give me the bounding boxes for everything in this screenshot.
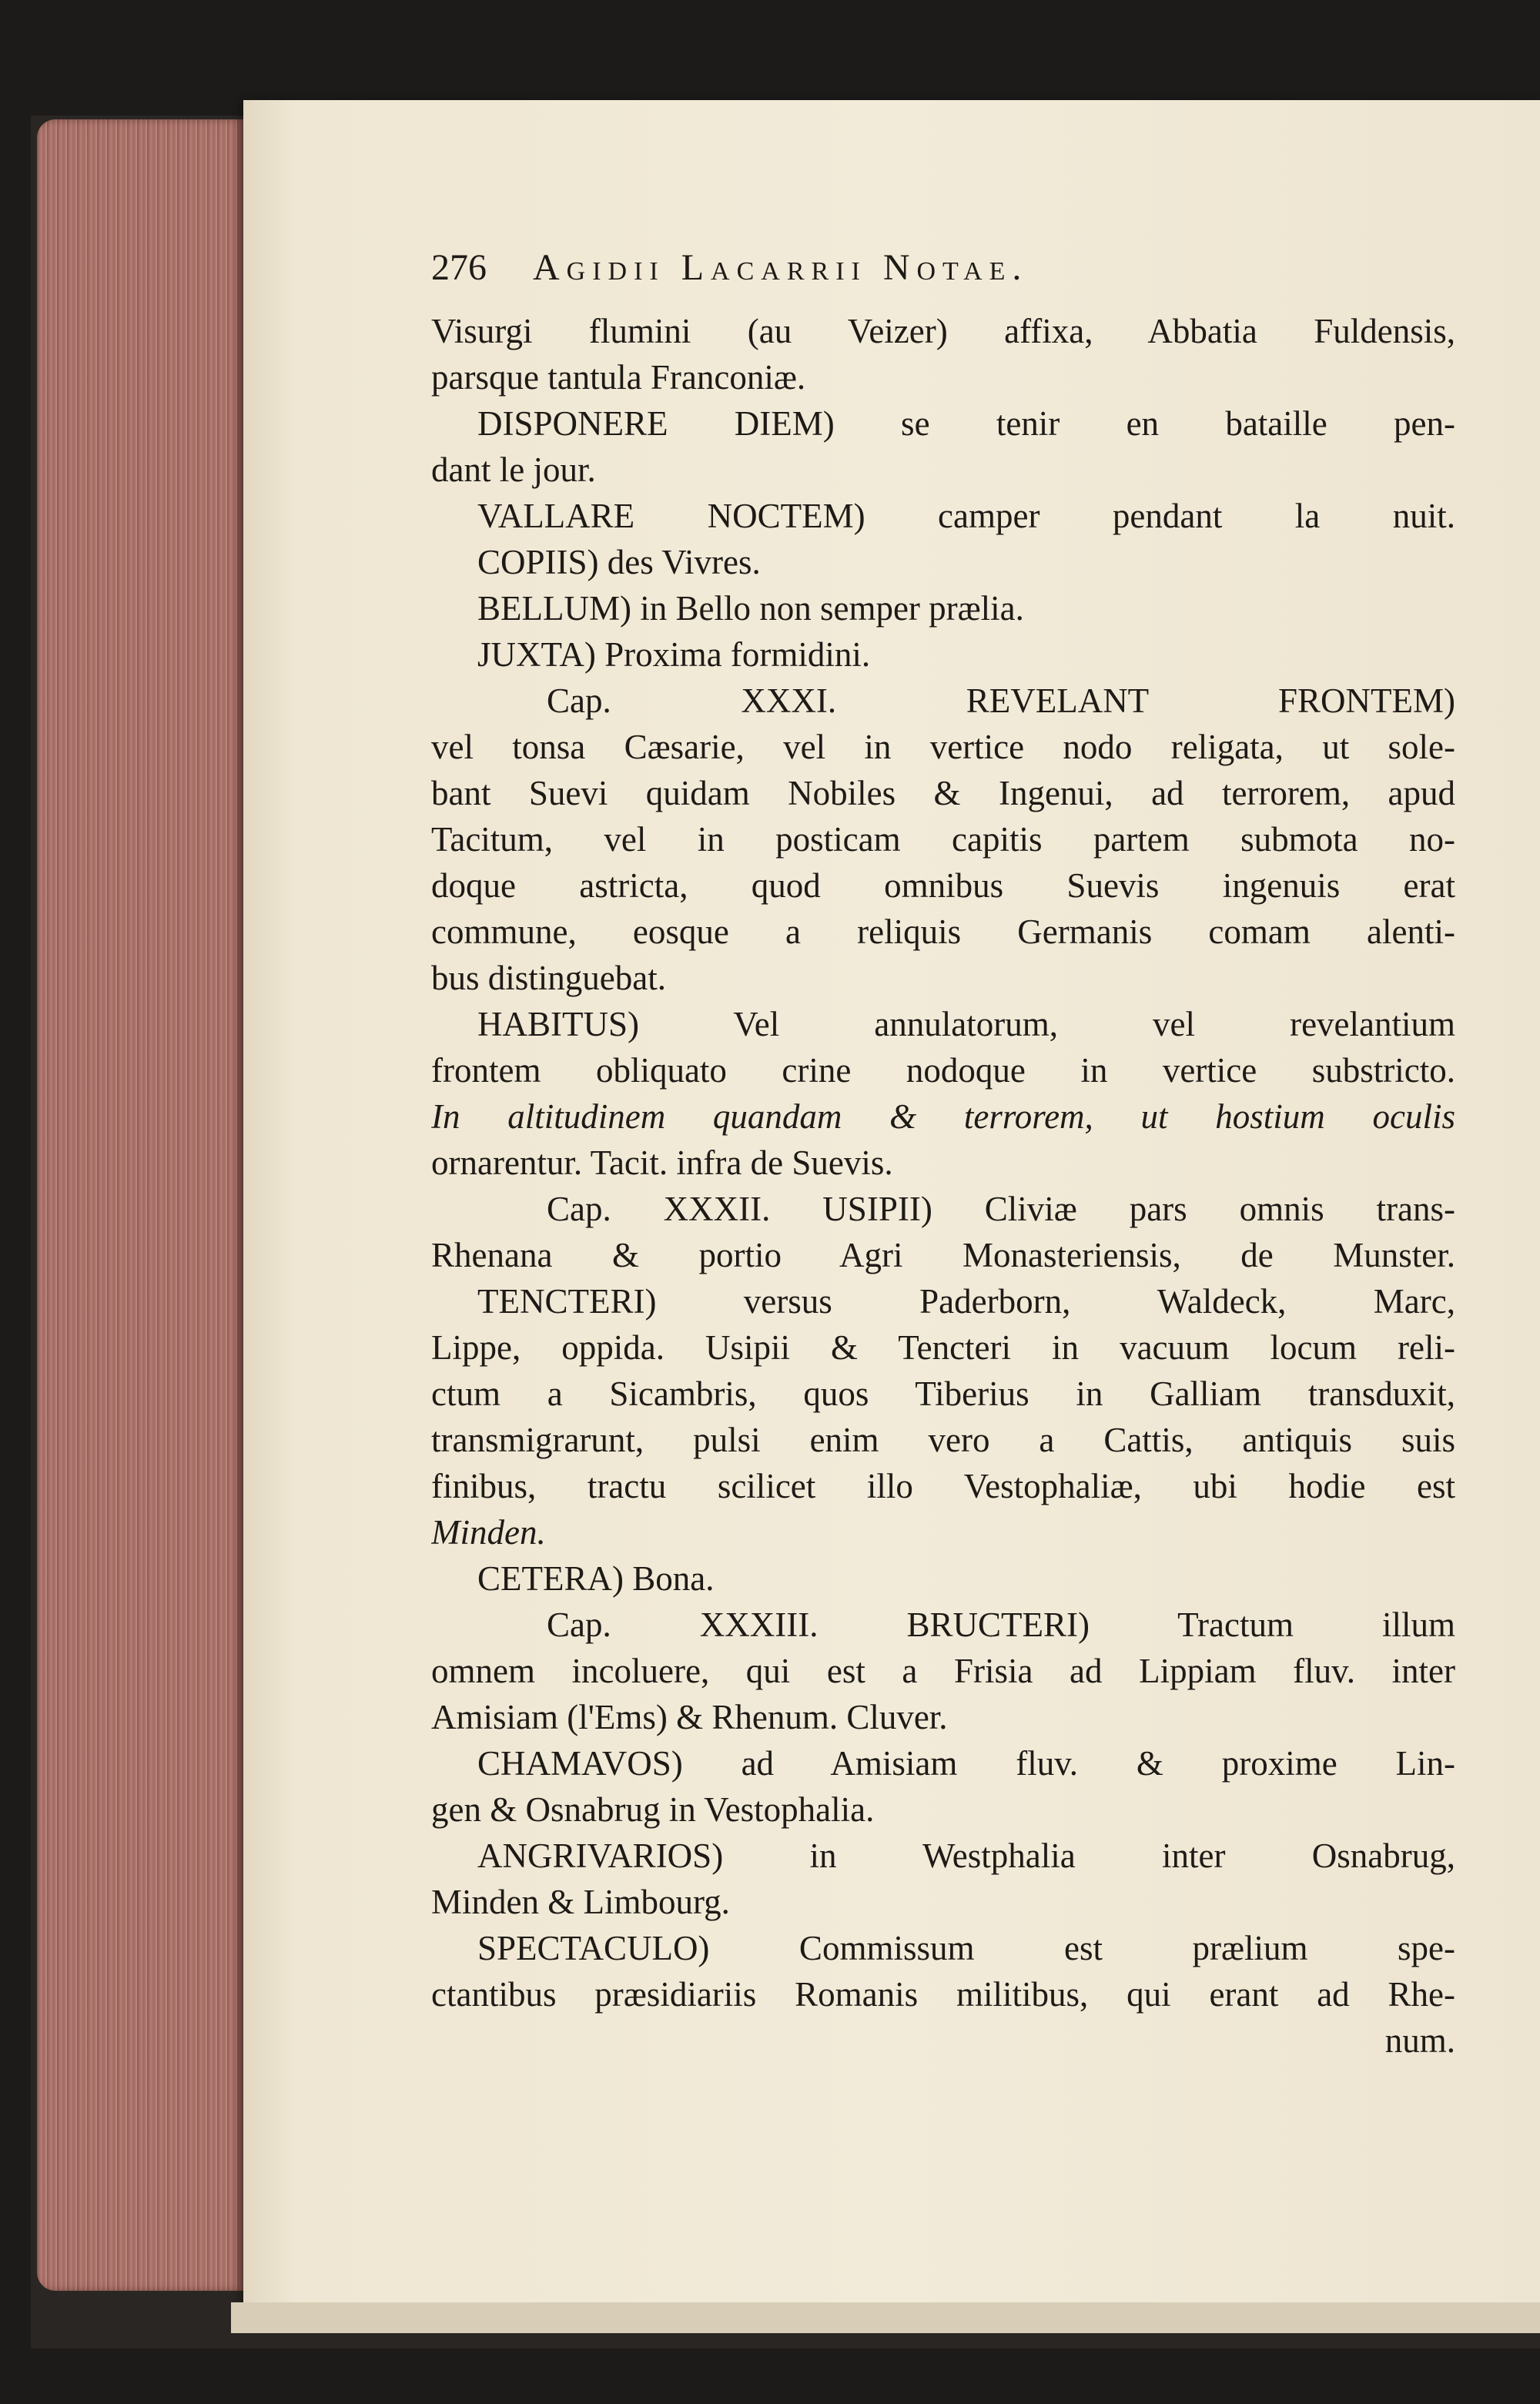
page-header bbox=[431, 246, 1455, 308]
page-edges bbox=[37, 119, 243, 2291]
text-line: SPECTACULO) Commissum est prælium spe- bbox=[477, 1929, 1455, 1967]
text-line: Minden & Limbourg. bbox=[431, 1883, 730, 1921]
text-line: doque astricta, quod omnibus Suevis ingenuis erat bbox=[431, 866, 1455, 905]
text-line: parsque tantula Franconiæ. bbox=[431, 358, 806, 397]
text-line: JUXTA) Proxima formidini. bbox=[477, 635, 871, 674]
page-bottom-edge bbox=[231, 2302, 1540, 2333]
text-line: gen & Osnabrug in Vestophalia. bbox=[431, 1790, 875, 1829]
text-line: bus distinguebat. bbox=[431, 959, 666, 997]
text-line: HABITUS) Vel annulatorum, vel revelantium bbox=[477, 1005, 1455, 1043]
text-line: COPIIS) des Vivres. bbox=[477, 543, 761, 581]
text-line: Visurgi flumini (au Veizer) affixa, Abbatia Fuldensis, bbox=[431, 312, 1455, 350]
text-line: Cap. XXXI. REVELANT FRONTEM) bbox=[547, 681, 1455, 720]
text-line: Amisiam (l'Ems) & Rhenum. Cluver. bbox=[431, 1698, 948, 1736]
text-line: commune, eosque a reliquis Germanis comam alenti- bbox=[431, 912, 1455, 951]
text-line: ctum a Sicambris, quos Tiberius in Galliam transduxit, bbox=[431, 1374, 1455, 1413]
text-line: VALLARE NOCTEM) camper pendant la nuit. bbox=[477, 497, 1455, 535]
text-line: Lippe, oppida. Usipii & Tencteri in vacuum locum reli- bbox=[431, 1328, 1455, 1367]
text-line: Rhenana & portio Agri Monasteriensis, de Munster. bbox=[431, 1236, 1455, 1274]
text-line: Tacitum, vel in posticam capitis partem submota no- bbox=[431, 820, 1455, 859]
text-line: frontem obliquato crine nodoque in vertice substricto. bbox=[431, 1051, 1455, 1090]
text-line: bant Suevi quidam Nobiles & Ingenui, ad terrorem, apud bbox=[431, 774, 1455, 812]
running-head: Agidii Lacarrii Notae. bbox=[533, 247, 1029, 288]
text-line: Cap. XXXII. USIPII) Cliviæ pars omnis trans- bbox=[547, 1190, 1455, 1228]
text-line: ANGRIVARIOS) in Westphalia inter Osnabrug, bbox=[477, 1836, 1455, 1875]
page-content bbox=[431, 246, 1455, 2064]
text-line: DISPONERE DIEM) se tenir en bataille pen- bbox=[477, 404, 1455, 443]
text-line: vel tonsa Cæsarie, vel in vertice nodo religata, ut sole- bbox=[431, 728, 1455, 766]
text-line: transmigrarunt, pulsi enim vero a Cattis, antiquis suis bbox=[431, 1421, 1455, 1459]
text-line: num. bbox=[1384, 2021, 1455, 2060]
text-line: Minden. bbox=[431, 1513, 546, 1552]
text-line: omnem incoluere, qui est a Frisia ad Lippiam fluv. inter bbox=[431, 1652, 1455, 1690]
text-line: TENCTERI) versus Paderborn, Waldeck, Marc, bbox=[477, 1282, 1455, 1321]
text-line: ornarentur. Tacit. infra de Suevis. bbox=[431, 1143, 893, 1182]
text-line: finibus, tractu scilicet illo Vestophaliæ, ubi hodie est bbox=[431, 1467, 1455, 1505]
text-line: CETERA) Bona. bbox=[477, 1559, 715, 1598]
text-line: BELLUM) in Bello non semper prælia. bbox=[477, 589, 1024, 628]
text-line: In altitudinem quandam & terrorem, ut hostium oculis bbox=[431, 1097, 1455, 1136]
text-line: CHAMAVOS) ad Amisiam fluv. & proxime Lin- bbox=[477, 1744, 1455, 1783]
text-line: ctantibus præsidiariis Romanis militibus, qui erant ad Rhe- bbox=[431, 1975, 1455, 2014]
text-line: dant le jour. bbox=[431, 450, 596, 489]
text-line: Cap. XXXIII. BRUCTERI) Tractum illum bbox=[547, 1605, 1455, 1644]
page-number: 276 bbox=[431, 247, 487, 288]
